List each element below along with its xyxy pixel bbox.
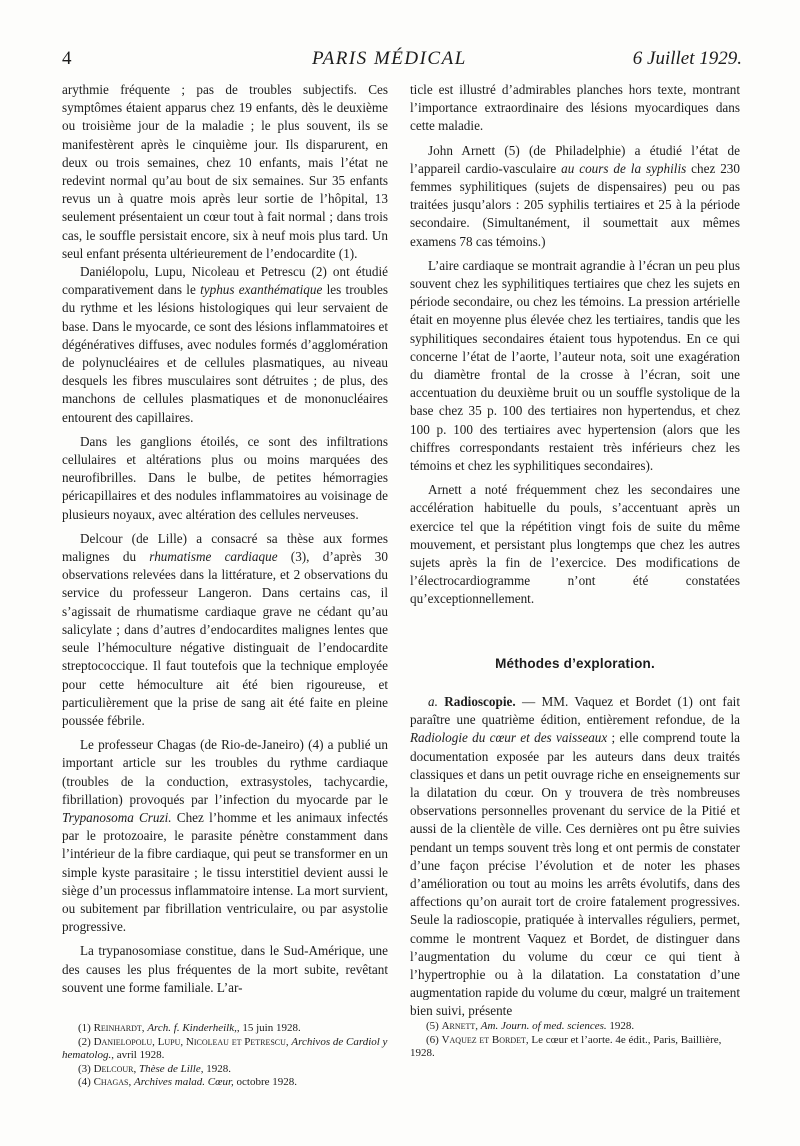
page-header — [62, 48, 742, 76]
paragraph: Dans les ganglions étoilés, ce sont des infiltrations cellulaires et altérations plus ou moins marquées des neurofibrilles. Dans le bulbe, de petites hémorragies péricapillaires et des nodules inflammatoires au voisinage de plusieurs noyaux, avec altération des cellules nerveuses. — [62, 433, 388, 522]
footnotes-right — [410, 1020, 740, 1061]
paragraph: ticle est illustré d’admirables planches hors texte, montrant l’importance extraordinaire des lésions myocardiques dans cette maladie. — [410, 82, 740, 134]
right-column — [410, 81, 740, 1021]
left-column — [62, 81, 388, 997]
paragraph: Arnett a noté fréquemment chez les secondaires une accélération habituelle du pouls, s’accentuant après un exercice tel que la répétition vingt fois de suite du même mouvement, et persistant plus longtemps que chez les autres sujets après la fin de l’exercice. Des modifications de l’électrocardiogramme n’ont été constatées qu’exceptionnellement. — [410, 482, 740, 607]
paragraph: Daniélopolu, Lupu, Nicoleau et Petrescu (2) ont étudié comparativement dans le typhus exanthématique les troubles du rythme et les lésions histologiques qui leur servaient de base. Dans le myocarde, ce sont des lésions inflammatoires et dégénératives diffuses, avec nodules formés d’agglomération de polynucléaires et de cellules plasmatiques, au niveau desquels les fibres musculaires sont détruites ; de plus, des manchons de cellules plasmatiques et de mononucléaires entourent des capillaires. — [62, 264, 389, 425]
footnote: (2) Danielopolu, Lupu, Nicoleau et Petrescu, Archivos de Cardiol y hematolog., avril 1928. — [62, 1035, 388, 1061]
paragraph: John Arnett (5) (de Philadelphie) a étudié l’état de l’appareil cardio-vasculaire au cours de la syphilis chez 230 femmes syphilitiques (sujets de dispensaires) peu ou pas traitées jusqu’alors : 205 syphilis tertiaires et 25 à la période secondaire. (Simultanément, il soumettait aux mêmes examens 78 cas témoins.) — [410, 142, 740, 249]
paragraph: La trypanosomiase constitue, dans le Sud-Amérique, une des causes les plus fréquentes de la mort subite, revêtant souvent une forme familiale. L’ar- — [62, 943, 388, 995]
footnote: (6) Vaquez et Bordet, Le cœur et l’aorte. 4e édit., Paris, Baillière, 1928. — [410, 1033, 722, 1059]
section-heading: Méthodes d’exploration. — [495, 655, 655, 671]
journal-title: PARIS MÉDICAL — [312, 48, 467, 69]
page-number: 4 — [62, 48, 72, 69]
footnotes-left — [62, 1022, 388, 1090]
paragraph: a. Radioscopie. — MM. Vaquez et Bordet (1) ont fait paraître une quatrième édition, entièrement refondue, de la Radiologie du cœur et des vaisseaux ; elle comprend toute la documentation exposée par les auteurs dans deux traités classiques et dans un petit ouvrage riche en enseignements sur la dilatation du cœur. On y trouvera de très nombreuses observations personnelles provenant du service de la Pitié et aussi de la clientèle de ville. Ces dernières ont pu être suivies pendant un temps souvent très long et ont permis de constater d’une façon précise l’évolution et de noter les phases d’amélioration ou tout au moins les arrêts évolutifs, dans des affections qu’on aurait tort de croire fatalement progressives. Seule la radioscopie, pratiquée à intervalles réguliers, permet, comme le montrent Vaquez et Bordet, de distinguer dans l’augmentation du volume du cœur ce qui tient à l’hypertrophie ou à la dilatation. La constatation d’une augmentation rapide du volume du cœur, malgré un traitement bien suivi, présente — [410, 693, 740, 1019]
footnote: (1) Reinhardt, Arch. f. Kinderheilk,, 15 juin 1928. — [78, 1022, 301, 1034]
footnote: (3) Delcour, Thèse de Lille, 1928. — [78, 1062, 231, 1075]
footnote: (5) Arnett, Am. Journ. of med. sciences. 1928. — [426, 1020, 635, 1032]
issue-date: 6 Juillet 1929. — [632, 48, 742, 69]
paragraph: Le professeur Chagas (de Rio-de-Janeiro) (4) a publié un important article sur les troubles du rythme cardiaque (troubles de la conduction, extrasystoles, tachycardie, fibrillation) provoqués par l’infection du myocarde par le Trypanosoma Cruzi. Chez l’homme et les animaux infectés par le protozoaire, le parasite pénètre constamment dans l’intérieur de la fibre cardiaque, qui peut se transformer en un simple kyste parasitaire ; le tissu interstitiel devient aussi le siège d’un processus inflammatoire intense. La mort survient, ou subitement par fibrillation ventriculaire, ou par asystolie progressive. — [62, 737, 388, 935]
paragraph: arythmie fréquente ; pas de troubles subjectifs. Ces symptômes étaient apparus chez 19 enfants, dès le deuxième ou troisième jour de la maladie ; le plus souvent, ils se manifestèrent après le cinquième jour. Ils disparurent, en deux ou trois semaines, chez 10 enfants, mais l’état ne redevint normal qu’au bout de six semaines. Sur 35 enfants revus un à quatre mois après leur sortie de l’hôpital, 13 seulement présentaient un cœur tout à fait normal ; dans trois cas, le souffle persistait encore, six à neuf mois plus tard. Un seul enfant présenta ultérieurement de l’endocardite (1). — [62, 82, 388, 261]
paragraph: Delcour (de Lille) a consacré sa thèse aux formes malignes du rhumatisme cardiaque (3), d’après 30 observations relevées dans la littérature, et 2 observations du service du professeur Langeron. Dans certains cas, il s’agissait de rhumatisme cardiaque grave ne cédant qu’au salicylate ; dans d’autres d’endocardites malignes lentes que seule l’hémoculture négative distinguait de l’endocardite streptococcique. Il faut toutefois que la technique employée pour cette hémoculture ait été bien rigoureuse, et particulièrement que la prise de sang ait été faite en pleine poussée fébrile. — [62, 530, 388, 728]
footnote: (4) Chagas, Archives malad. Cœur, octobre 1928. — [78, 1076, 298, 1088]
paragraph: L’aire cardiaque se montrait agrandie à l’écran un peu plus souvent chez les syphilitiques tertiaires que chez les sujets en période secondaire, ou chez les témoins. La pression artérielle était en moyenne plus élevée chez les tertiaires, tandis que les syphilitiques secondaires étaient tous hypotendus. En ce qui concerne l’état de l’aorte, l’auteur nota, soit une exagération du diamètre frontal de la crosse à l’écran, soit une accentuation du deuxième bruit ou un souffle systolique de la base chez 35 p. 100 des tertiaires non hypertendus, et chez 100 p. 100 des tertiaires avec hypertension (alors que les chiffres correspondants restaient très inférieurs chez les témoins et chez les syphilitiques secondaires). — [410, 257, 740, 474]
